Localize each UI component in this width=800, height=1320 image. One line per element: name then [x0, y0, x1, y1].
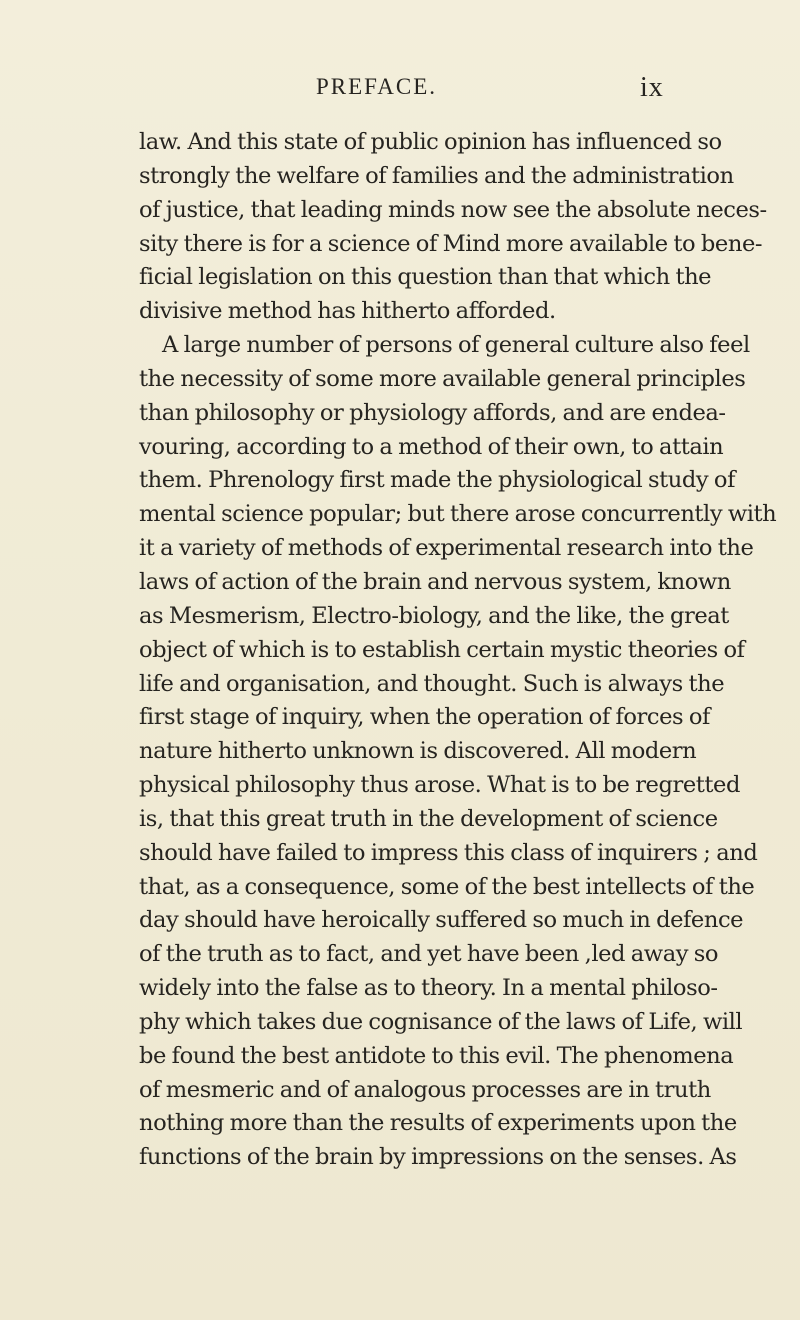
text-line: is, that this great truth in the development of science: [139, 805, 718, 832]
text-line: sity there is for a science of Mind more available to bene-: [139, 230, 763, 257]
text-line: of justice, that leading minds now see the absolute neces-: [139, 196, 767, 223]
text-line: physical philosophy thus arose. What is to be regretted: [139, 772, 740, 799]
text-line: them. Phrenology first made the physiological study of: [139, 467, 735, 494]
running-head-title: PREFACE.: [316, 74, 438, 99]
text-line: mental science popular; but there arose concurrently with: [139, 501, 777, 528]
text-line: of mesmeric and of analogous processes are in truth: [139, 1076, 711, 1103]
text-line: first stage of inquiry, when the operation of forces of: [139, 704, 710, 731]
running-head: [0, 74, 800, 114]
text-line: nature hitherto unknown is discovered. All modern: [139, 738, 697, 765]
body-text: [139, 126, 777, 1175]
text-line: day should have heroically suffered so much in defence: [139, 907, 744, 934]
text-line: as Mesmerism, Electro-biology, and the like, the great: [139, 602, 729, 629]
text-line: strongly the welfare of families and the administration: [139, 162, 734, 189]
text-line: vouring, according to a method of their own, to attain: [139, 433, 724, 460]
paragraph-first-line: A large number of persons of general culture also feel: [162, 332, 750, 359]
text-line: ficial legislation on this question than that which the: [139, 264, 712, 291]
text-line: should have failed to impress this class of inquirers ; and: [139, 839, 758, 866]
text-line: nothing more than the results of experiments upon the: [139, 1110, 737, 1137]
text-line: life and organisation, and thought. Such is always the: [139, 670, 725, 697]
text-line: be found the best antidote to this evil. The phenomena: [139, 1042, 734, 1069]
page-number: ix: [640, 72, 664, 103]
text-line: the necessity of some more available general principles: [139, 365, 746, 392]
text-line: that, as a consequence, some of the best intellects of the: [139, 873, 755, 900]
text-line: phy which takes due cognisance of the laws of Life, will: [139, 1008, 743, 1035]
text-line: laws of action of the brain and nervous system, known: [139, 568, 731, 595]
text-line: law. And this state of public opinion has influenced so: [139, 129, 722, 155]
text-line: of the truth as to fact, and yet have been ,led away so: [139, 941, 719, 968]
text-line: widely into the false as to theory. In a mental philoso-: [139, 975, 718, 1002]
paragraph-end-line: divisive method has hitherto afforded.: [139, 298, 556, 325]
text-line: than philosophy or physiology affords, and are endea-: [139, 399, 726, 426]
text-line: functions of the brain by impressions on the senses. As: [139, 1144, 737, 1171]
text-line: it a variety of methods of experimental research into the: [139, 535, 754, 562]
text-line: object of which is to establish certain mystic theories of: [139, 636, 745, 663]
